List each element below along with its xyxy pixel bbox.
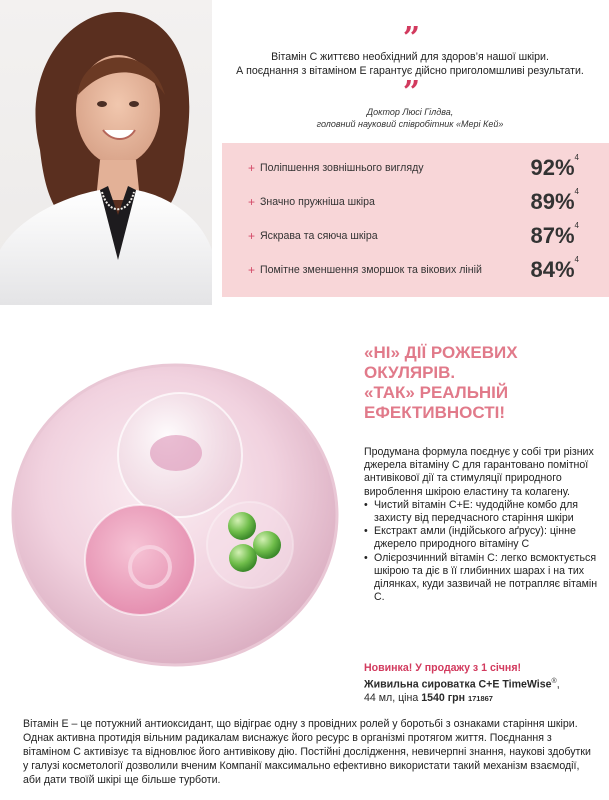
- footnote-mark: 4: [574, 187, 579, 196]
- headline-line: «НІ» ДІЇ РОЖЕВИХ: [364, 343, 518, 362]
- result-row: [248, 187, 579, 217]
- headline: [364, 343, 604, 423]
- author-title: головний науковий співробітник «Мері Кей»: [316, 119, 504, 129]
- result-label: Значно пружніша шкіра: [260, 196, 375, 208]
- pink-bubble: [85, 505, 195, 615]
- quote-line: А поєднання з вітаміном Е гарантує дійсно приголомшливі результати.: [236, 65, 584, 77]
- headline-line: «ТАК» РЕАЛЬНІЙ: [364, 383, 509, 402]
- result-value: 92%$^4$: [530, 153, 579, 180]
- price-line: [364, 692, 604, 705]
- results-panel: [222, 143, 609, 297]
- result-label: Яскрава та сяюча шкіра: [260, 230, 378, 242]
- headline-line: ОКУЛЯРІВ.: [364, 363, 456, 382]
- plus-icon: +: [248, 161, 256, 175]
- quote-text: [225, 50, 595, 78]
- benefit-item: • Екстракт амли (індійського аґрусу): цінне джерело природного вітаміну С: [364, 525, 600, 551]
- price: 1540 грн: [421, 691, 465, 704]
- quote-line: Вітамін С життєво необхідний для здоров’я нашої шкіри.: [271, 51, 549, 63]
- product-promo: [364, 662, 604, 705]
- plus-icon: +: [248, 229, 256, 243]
- green-capsule: [228, 512, 256, 540]
- new-badge: Новинка! У продажу з 1 січня!: [364, 662, 522, 674]
- author-name: Доктор Люсі Гілдва,: [366, 107, 454, 117]
- result-row: [248, 221, 579, 251]
- quote-close-icon: ”: [402, 75, 418, 110]
- result-value: 84%$^4$: [530, 255, 579, 282]
- benefit-list: [364, 499, 600, 605]
- product-name: Живильна сироватка С+Е TimeWise: [364, 678, 552, 691]
- footnote-mark: 4: [574, 221, 579, 230]
- benefit-item: • Олієрозчинний вітамін С: легко всмоктується шкірою та діє в її глибинних шарах і на тих ділянках, куди зазвичай не потрапляє вітамін С.: [364, 552, 600, 605]
- registered-mark: ®: [551, 678, 557, 685]
- green-capsule: [229, 544, 257, 572]
- product-description: [364, 446, 600, 604]
- portrait-illustration: [0, 0, 212, 305]
- portrait-photo: [0, 0, 212, 305]
- size-text: 44 мл, ціна: [364, 691, 419, 704]
- quote-author: [225, 106, 595, 130]
- footnote-mark: 4: [574, 255, 579, 264]
- result-row: [248, 255, 579, 285]
- benefit-item: • Чистий вітамін С+Е: чудодійне комбо для захисту від передчасного старіння шкіри: [364, 499, 600, 525]
- plus-icon: +: [248, 195, 256, 209]
- product-code: 171867: [467, 693, 493, 703]
- headline-line: ЕФЕКТИВНОСТІ!: [364, 403, 505, 422]
- result-label: Поліпшення зовнішнього вигляду: [260, 162, 424, 174]
- result-value: 89%$^4$: [530, 187, 579, 214]
- serum-illustration: [0, 305, 345, 725]
- description-intro: Продумана формула поєднує у собі три різних джерела вітаміну С для гарантовано помітної антивікової дії та стимуляції природного вироблення шкірою еластину та колагену.: [364, 446, 594, 498]
- green-capsule: [253, 531, 281, 559]
- result-value: 87%$^4$: [530, 221, 579, 248]
- footer-paragraph: Вітамін Е – це потужний антиоксидант, що відіграє одну з провідних ролей у боротьбі з ознаками старіння шкіри. Однак активна протидія вільним радикалам виснажує його ресурс в організмі протягом життя. Поєднання з вітаміном С активізує та відновлює його антивікову дію. Постійні дослідження, невичерпні знання, наукові здобутки у галузі косметології дозволили вченим Компанії максимально ефективно використати такий механізм взаємодії, аби дати твоїй шкірі ще більше турботи.: [23, 718, 591, 786]
- quote-open-icon: ”: [402, 21, 418, 56]
- result-label: Помітне зменшення зморшок та вікових ліній: [260, 264, 482, 276]
- footnote-mark: 4: [574, 153, 579, 162]
- result-row: [248, 153, 579, 183]
- quote-block: [225, 21, 595, 130]
- product-name-line: Живильна сироватка С+Е TimeWise®,: [364, 678, 560, 691]
- plus-icon: +: [248, 263, 256, 277]
